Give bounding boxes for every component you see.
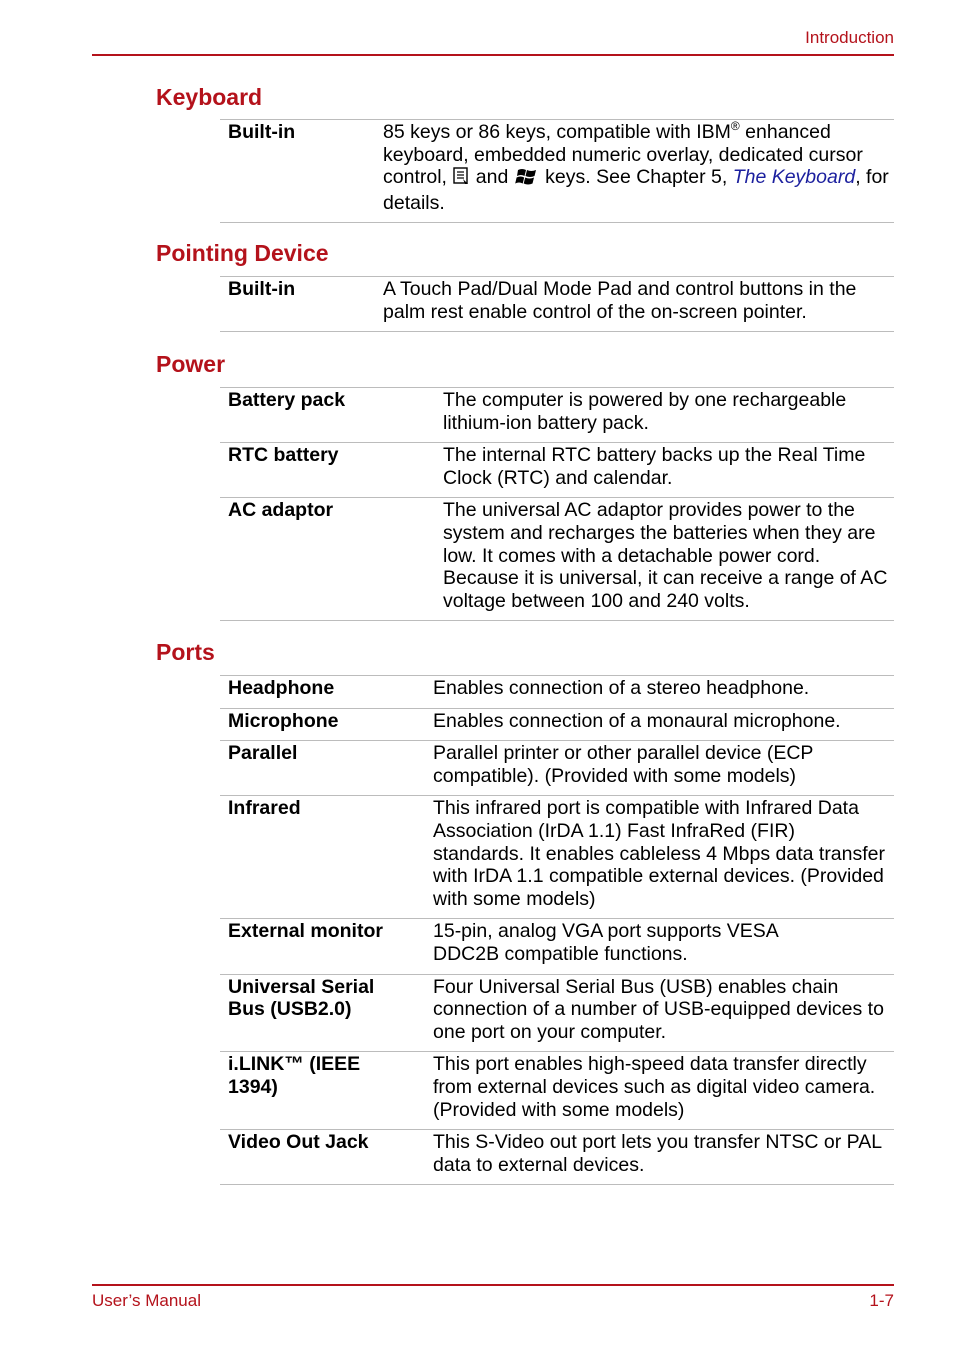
spec-description: The universal AC adaptor provides power to the system and recharges the batteries when they are low. It comes with a detachable power cord. Because it is universal, it can receive a range of AC voltage between 100 and 240 volts.	[443, 498, 894, 621]
application-key-icon	[452, 166, 470, 192]
spec-term: Infrared	[220, 796, 433, 919]
table-row	[220, 443, 894, 498]
table-row	[220, 388, 894, 443]
table-row	[220, 498, 894, 621]
page-number: 1-7	[869, 1291, 894, 1310]
table-row	[220, 1052, 894, 1130]
power-table	[220, 387, 894, 621]
spec-term: RTC battery	[220, 443, 443, 498]
table-row	[220, 919, 894, 974]
spec-term: i.LINK™ (IEEE 1394)	[220, 1052, 433, 1130]
footer-manual-title: User’s Manual	[92, 1291, 201, 1310]
section-title-pointing-device: Pointing Device	[156, 240, 329, 266]
header-rule	[92, 54, 894, 56]
running-header-chapter: Introduction	[805, 28, 894, 47]
ports-table	[220, 675, 894, 1185]
section-title-power: Power	[156, 351, 226, 377]
section-title-keyboard: Keyboard	[156, 84, 263, 110]
table-row	[220, 741, 894, 796]
desc-text: , for details.	[383, 166, 889, 214]
registered-mark: ®	[730, 119, 740, 133]
table-row	[220, 1130, 894, 1185]
spec-description: This port enables high-speed data transfer directly from external devices such as digital video camera. (Provided with some models)	[433, 1052, 894, 1130]
spec-term: Built-in	[220, 277, 383, 332]
spec-description: This S-Video out port lets you transfer NTSC or PAL data to external devices.	[433, 1130, 894, 1185]
spec-description: Four Universal Serial Bus (USB) enables chain connection of a number of USB-equipped devices to one port on your computer.	[433, 974, 894, 1052]
spec-term: Universal Serial Bus (USB2.0)	[220, 974, 433, 1052]
table-row	[220, 708, 894, 741]
desc-text: 85 keys or 86 keys, compatible with IBM	[383, 121, 731, 143]
table-row	[220, 120, 894, 223]
windows-key-icon	[514, 166, 540, 192]
spec-description: Parallel printer or other parallel device (ECP compatible). (Provided with some models)	[433, 741, 894, 796]
spec-description: The computer is powered by one rechargeable lithium-ion battery pack.	[443, 388, 894, 443]
spec-description	[383, 120, 894, 223]
section-title-ports: Ports	[156, 639, 215, 665]
pointing-device-table	[220, 276, 894, 332]
table-row	[220, 277, 894, 332]
spec-term: Parallel	[220, 741, 433, 796]
spec-description: A Touch Pad/Dual Mode Pad and control buttons in the palm rest enable control of the on-screen pointer.	[383, 277, 894, 332]
spec-description: The internal RTC battery backs up the Real Time Clock (RTC) and calendar.	[443, 443, 894, 498]
spec-term: Microphone	[220, 708, 433, 741]
spec-term: External monitor	[220, 919, 433, 974]
table-row	[220, 796, 894, 919]
spec-description: Enables connection of a stereo headphone.	[433, 676, 894, 709]
spec-term: AC adaptor	[220, 498, 443, 621]
spec-description: Enables connection of a monaural microphone.	[433, 708, 894, 741]
desc-text: enhanced keyboard, embedded numeric overlay, dedicated cursor control,	[383, 121, 863, 189]
spec-description: 15-pin, analog VGA port supports VESA DDC2B compatible functions.	[433, 919, 894, 974]
spec-term: Built-in	[220, 120, 383, 223]
spec-description: This infrared port is compatible with Infrared Data Association (IrDA 1.1) Fast InfraRed (FIR) standards. It enables cableless 4 Mbps data transfer with IrDA 1.1 compatible external devices. (Provided with some models)	[433, 796, 894, 919]
table-row	[220, 676, 894, 709]
footer-rule	[92, 1284, 894, 1286]
table-row	[220, 974, 894, 1052]
chapter-link-the-keyboard[interactable]: The Keyboard	[732, 166, 856, 189]
keyboard-table	[220, 119, 894, 223]
desc-text: keys. See Chapter 5,	[539, 166, 733, 189]
desc-text: and	[470, 166, 514, 189]
spec-term: Battery pack	[220, 388, 443, 443]
spec-term: Video Out Jack	[220, 1130, 433, 1185]
spec-term: Headphone	[220, 676, 433, 709]
